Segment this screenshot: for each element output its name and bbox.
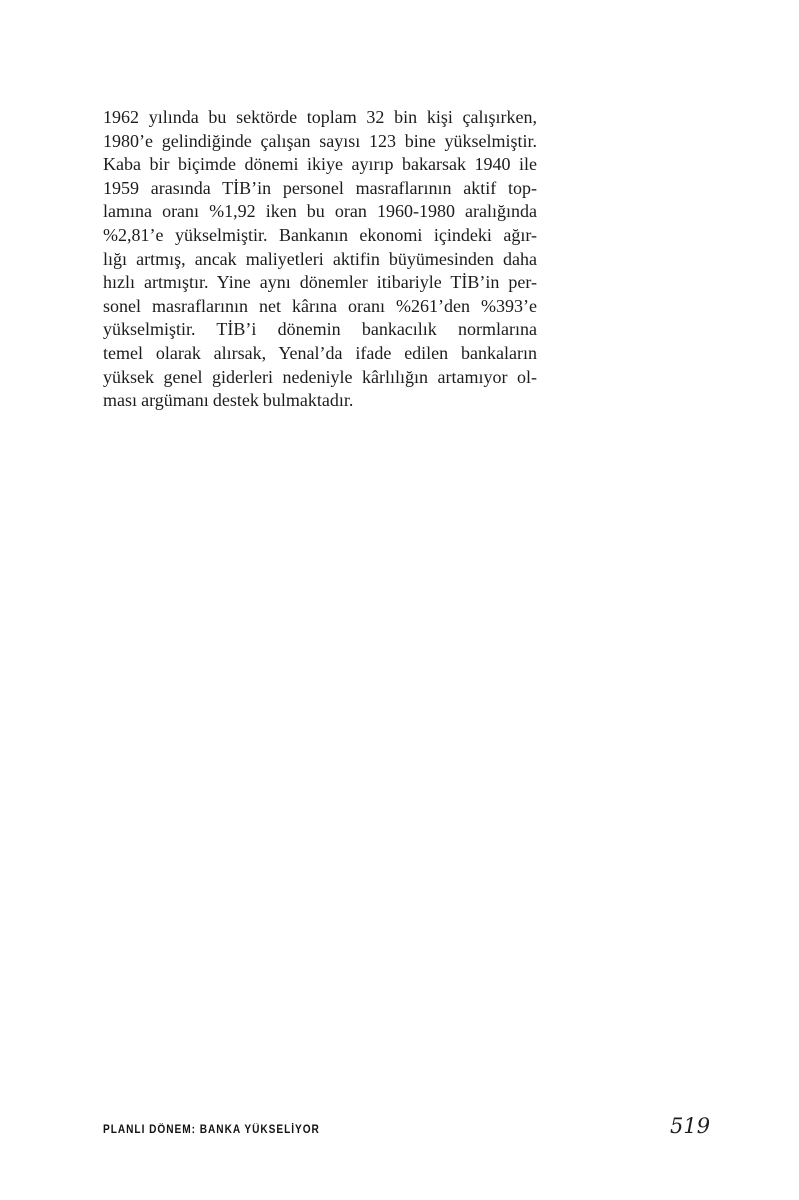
body-text-line: yüksek genel giderleri nedeniyle kârlılığın artamıyor ol-: [103, 366, 537, 387]
body-text-line: 1959 arasında TİB’in personel masraflarının aktif top-: [103, 177, 537, 198]
body-text-line: ması argümanı destek bulmaktadır.: [103, 390, 354, 411]
page-number: 519: [670, 1114, 711, 1138]
body-text-line: Kaba bir biçimde dönemi ikiye ayırıp bakarsak 1940 ile: [103, 154, 537, 175]
body-text-line: 1980’e gelindiğinde çalışan sayısı 123 bine yükselmiştir.: [103, 130, 537, 151]
body-text-line: lamına oranı %1,92 iken bu oran 1960-1980 aralığında: [103, 201, 537, 222]
body-text-line: sonel masraflarının net kârına oranı %261’den %393’e: [103, 295, 537, 316]
body-text-line: yükselmiştir. TİB’i dönemin bankacılık normlarına: [103, 319, 537, 340]
body-text-line: %2,81’e yükselmiştir. Bankanın ekonomi içindeki ağır-: [103, 224, 537, 245]
body-text-line: lığı artmış, ancak maliyetleri aktifin büyümesinden daha: [103, 248, 537, 269]
body-text-line: temel olarak alırsak, Yenal’da ifade edilen bankaların: [103, 342, 537, 363]
body-text-line: hızlı artmıştır. Yine aynı dönemler itibariyle TİB’in per-: [103, 272, 537, 293]
body-paragraph: [103, 106, 537, 413]
running-footer-title: PLANLI DÖNEM: BANKA YÜKSELİYOR: [103, 1124, 320, 1136]
body-text-line: 1962 yılında bu sektörde toplam 32 bin kişi çalışırken,: [103, 107, 537, 127]
